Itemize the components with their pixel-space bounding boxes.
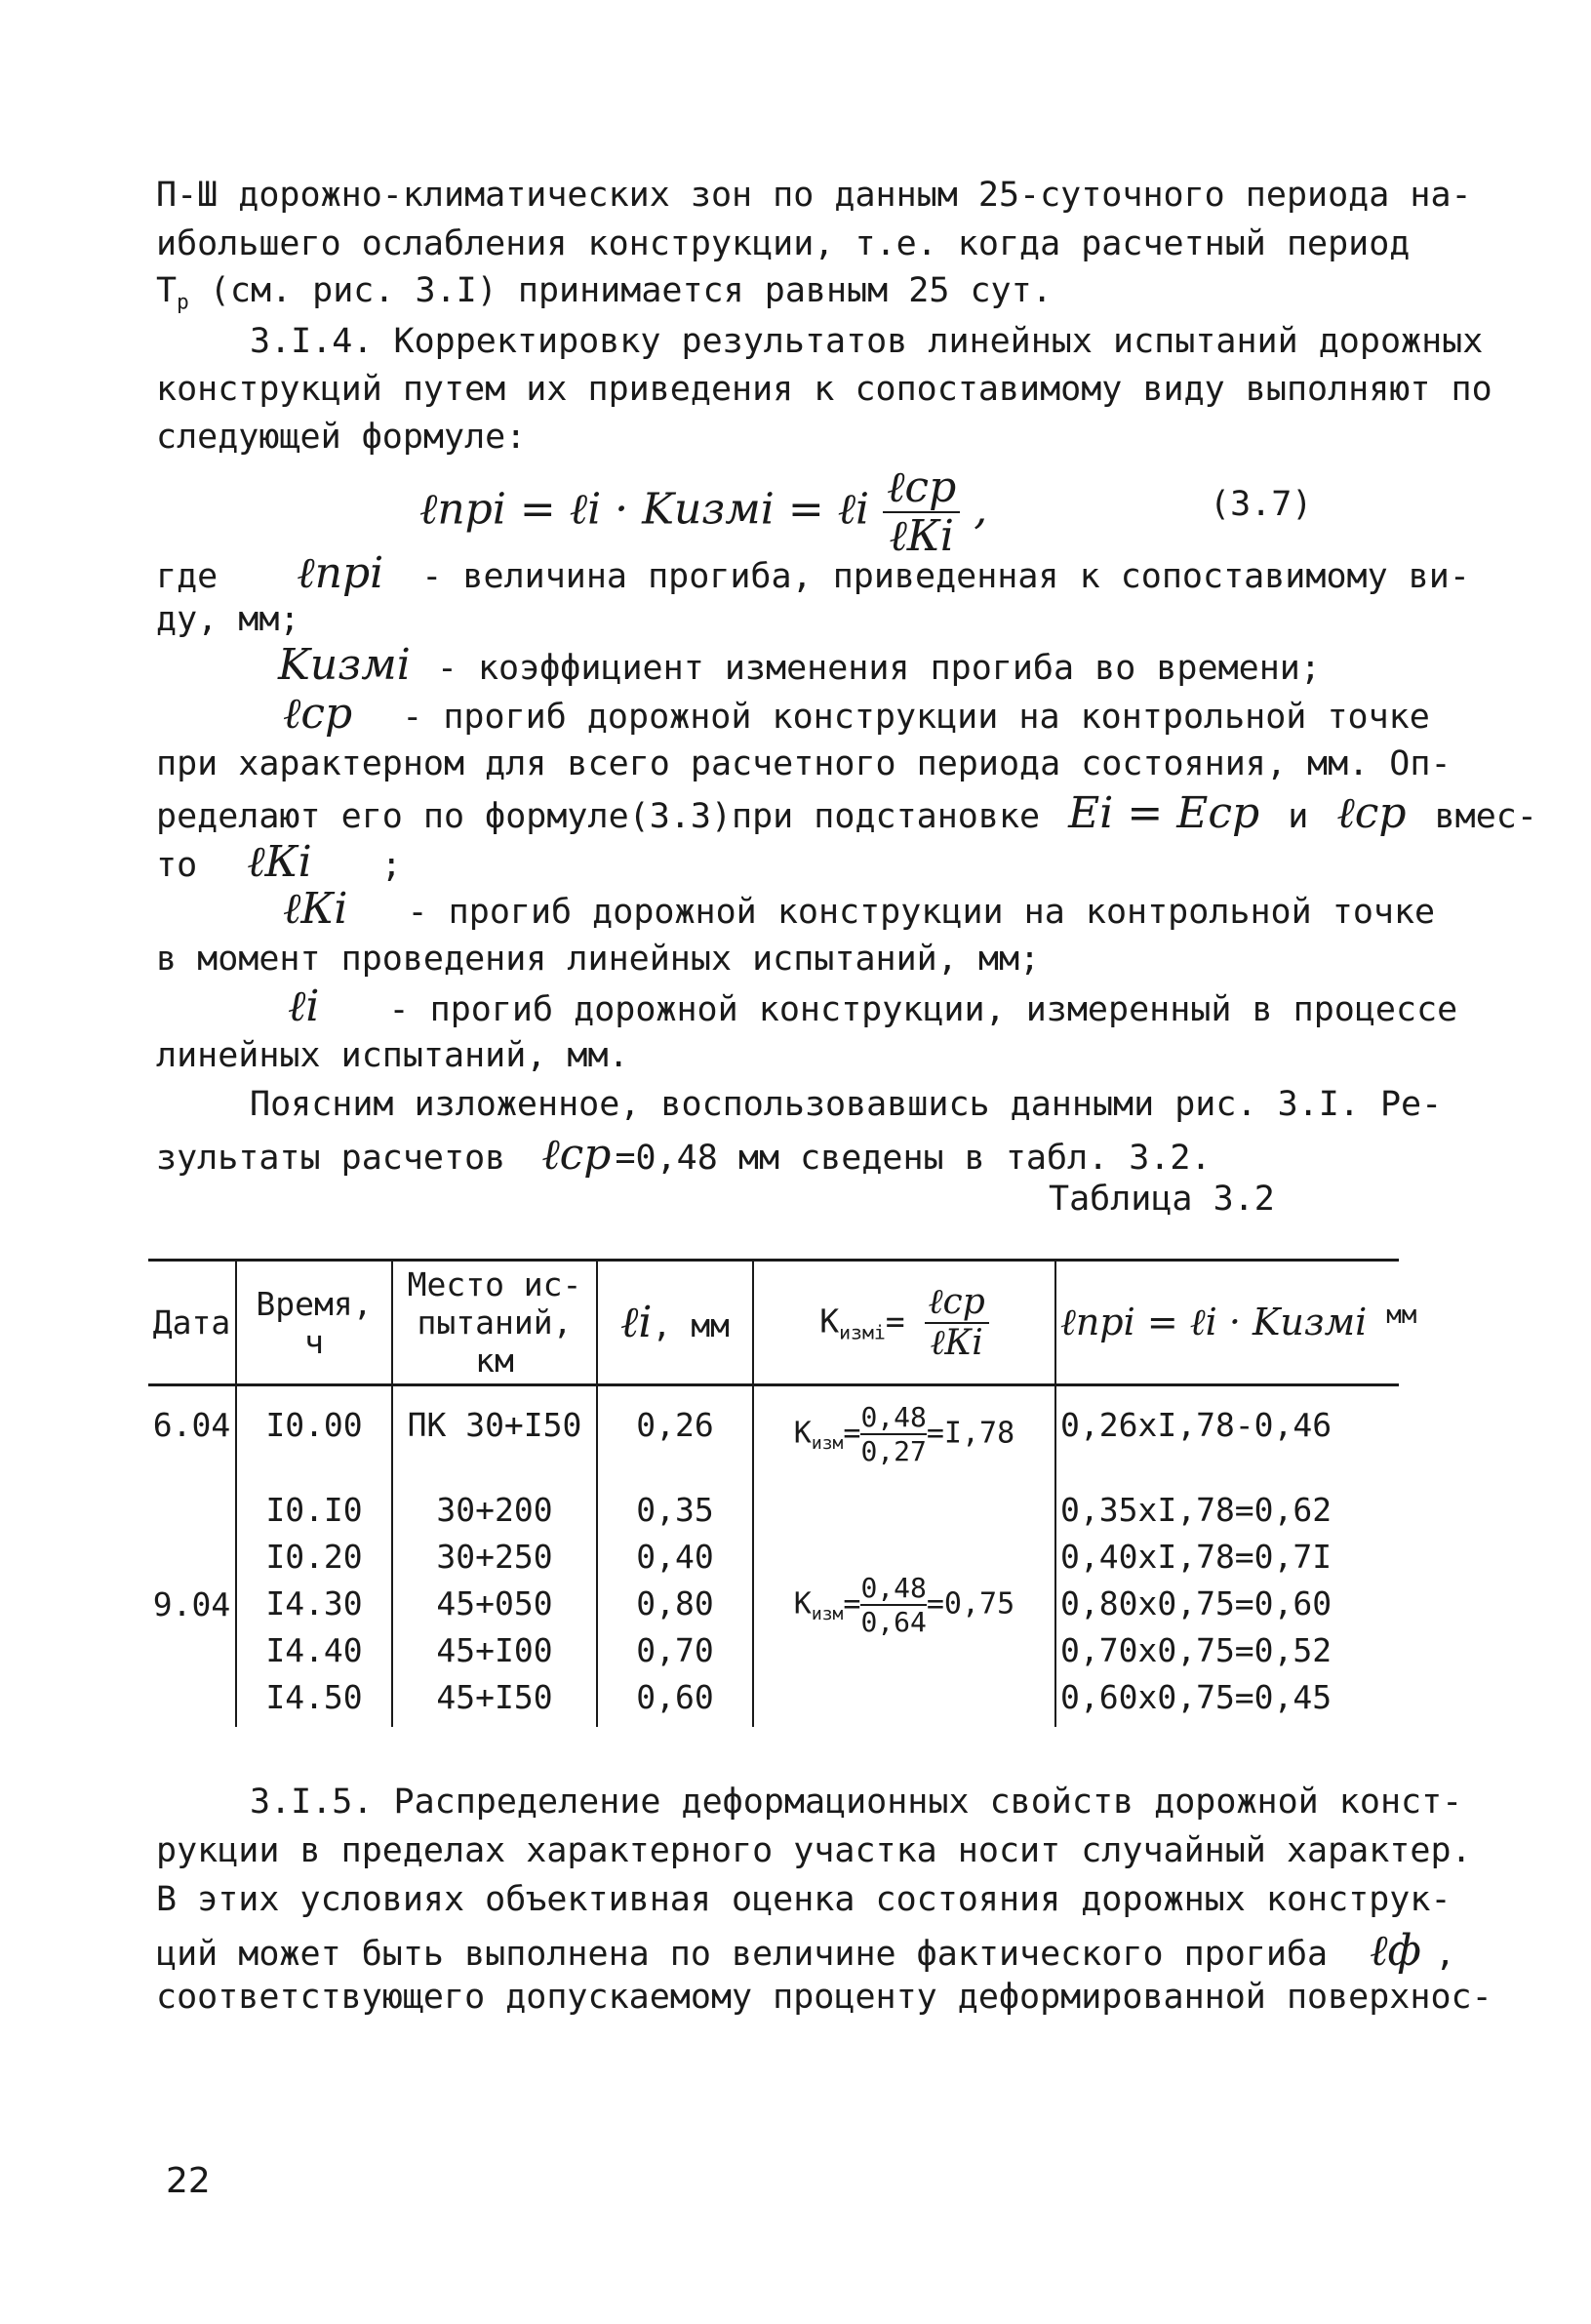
cell-date: 9.04 — [152, 1585, 231, 1623]
table-header-row — [148, 1261, 1399, 1385]
cell-place: 30+200 — [436, 1490, 553, 1529]
symbol-l-i: ℓi — [288, 982, 320, 1031]
cell-l-pri: 0,40xI,78=0,7I — [1060, 1537, 1332, 1576]
header-date: Дата — [148, 1261, 236, 1385]
symbol-l-sr: ℓср — [541, 1130, 612, 1180]
text-line: следующей формуле: — [156, 418, 527, 457]
definition-line: ℓср - прогиб дорожной конструкции на контрольной точке — [283, 689, 1430, 739]
cell-time: I0.20 — [265, 1537, 363, 1576]
cell-k-izm: $K_{изм}=$ $\frac{0,48}{0,27}$ =I,78 — [753, 1385, 1055, 1483]
cell-place: 45+I50 — [436, 1677, 553, 1716]
header-place: Место ис- пытаний, км — [392, 1261, 597, 1385]
text-line: ибольшего ослабления конструкции, т.е. когда расчетный период — [156, 224, 1411, 263]
cell-places — [392, 1483, 597, 1727]
cell-place: 30+250 — [436, 1537, 553, 1576]
cell-l-pri-group — [1055, 1483, 1399, 1727]
table-3-2 — [148, 1259, 1417, 1727]
cell-k-izm: $K_{изм}=$ $\frac{0,48}{0,64}$ =0,75 — [753, 1483, 1055, 1727]
cell-time: I0.I0 — [265, 1490, 363, 1529]
cell-l-pri: 0,80x0,75=0,60 — [1060, 1583, 1332, 1623]
text-line: ций может быть выполнена по величине фактического прогиба ℓф , — [156, 1926, 1456, 1976]
formula-fraction: $\frac{\text{ℓср}}{\text{ℓКi}}$ — [883, 466, 960, 558]
text-line: В этих условиях объективная оценка состояния дорожных конструк- — [156, 1880, 1452, 1919]
header-k-izm: $K_{измi}=$ $\frac{\text{ℓср}}{\text{ℓКi}}$ — [753, 1261, 1055, 1385]
text-line: зультаты расчетов ℓср =0,48 мм сведены в табл. 3.2. — [156, 1130, 1212, 1180]
cell-l-pri: 0,26xI,78-0,46 — [1055, 1385, 1399, 1483]
cell-time: I4.40 — [265, 1630, 363, 1669]
cell-li-group — [597, 1483, 753, 1727]
text-line: Поясним изложенное, воспользовавшись данными рис. 3.I. Ре- — [250, 1085, 1443, 1124]
table-row — [148, 1483, 1399, 1727]
cell-date: 6.04 — [152, 1406, 231, 1444]
text-line: при характерном для всего расчетного периода состояния, мм. Оп- — [156, 744, 1452, 783]
symbol-l-f: ℓф — [1370, 1926, 1421, 1976]
cell-li: 0,40 — [636, 1537, 714, 1576]
cell-times — [236, 1483, 392, 1727]
cell-time: I4.30 — [265, 1583, 363, 1623]
symbol-e: Ei = Eср — [1068, 788, 1260, 838]
symbol-l-sr: ℓср — [1336, 788, 1407, 838]
text-line: 3.I.4. Корректировку результатов линейных испытаний дорожных — [250, 322, 1484, 361]
text-line: ду, мм; — [156, 600, 300, 639]
text-line: рукции в пределах характерного участка носит случайный характер. — [156, 1831, 1472, 1870]
symbol-tp: $Т_р$ — [156, 271, 189, 314]
text-line: соответствующего допускаемому проценту деформированной поверхнос- — [156, 1978, 1492, 2017]
text-line: то ℓКi ; — [156, 837, 402, 887]
cell-li: 0,26 — [597, 1385, 753, 1483]
cell-place: 45+050 — [436, 1583, 553, 1623]
cell-time: I0.00 — [236, 1385, 392, 1483]
cell-l-pri: 0,35xI,78=0,62 — [1060, 1490, 1332, 1529]
definition-line: ℓi - прогиб дорожной конструкции, измеренный в процессе — [288, 982, 1458, 1031]
cell-li: 0,60 — [636, 1677, 714, 1716]
definition-line: где ℓпрi - величина прогиба, приведенная к сопоставимому ви- — [156, 548, 1470, 598]
header-l-pri: ℓпрi = ℓi · Kизмi $^{мм}$ — [1055, 1261, 1399, 1385]
symbol-l-ki: ℓКi — [283, 884, 348, 934]
text-line: в момент проведения линейных испытаний, мм; — [156, 940, 1041, 979]
text-line: 3.I.5. Распределение деформационных свойств дорожной конст- — [250, 1783, 1463, 1822]
table-caption: Таблица 3.2 — [1049, 1180, 1275, 1219]
text-line: $Т_р$ (см. рис. 3.I) принимается равным 25 сут. — [156, 271, 1053, 314]
cell-li: 0,35 — [636, 1490, 714, 1529]
definition-line: Kизмi - коэффициент изменения прогиба во времени; — [278, 640, 1321, 690]
cell-l-pri: 0,60x0,75=0,45 — [1060, 1677, 1332, 1716]
symbol-l-ki: ℓКi — [247, 837, 312, 887]
cell-li: 0,80 — [636, 1583, 714, 1623]
header-li: ℓi, мм — [597, 1261, 753, 1385]
text-line: П-Ш дорожно-климатических зон по данным 25-суточного периода на- — [156, 176, 1472, 215]
symbol-l-pri: ℓпрi — [297, 548, 384, 598]
cell-li: 0,70 — [636, 1630, 714, 1669]
text-line: конструкций путем их приведения к сопоставимому виду выполняют по — [156, 370, 1492, 409]
symbol-l-sr: ℓср — [283, 689, 353, 739]
definition-line: ℓКi - прогиб дорожной конструкции на контрольной точке — [283, 884, 1436, 934]
formula-3-7: ℓпрi = ℓi · Kизмi = ℓi $\frac{\text{ℓср}}{\text{ℓКi}}$ , — [419, 462, 988, 561]
text-line: ределают его по формуле(3.3)при подстановке Ei = Eср и ℓср вмес- — [156, 788, 1537, 838]
table-row — [148, 1385, 1399, 1483]
formula-number: (3.7) — [1210, 485, 1313, 524]
cell-l-pri: 0,70x0,75=0,52 — [1060, 1630, 1332, 1669]
page-number: 22 — [166, 2161, 211, 2201]
header-time: Время, ч — [236, 1261, 392, 1385]
symbol-k-izm: Kизмi — [278, 640, 411, 690]
text-line: линейных испытаний, мм. — [156, 1036, 629, 1075]
cell-place: 45+I00 — [436, 1630, 553, 1669]
cell-place: ПК 30+I50 — [392, 1385, 597, 1483]
cell-time: I4.50 — [265, 1677, 363, 1716]
